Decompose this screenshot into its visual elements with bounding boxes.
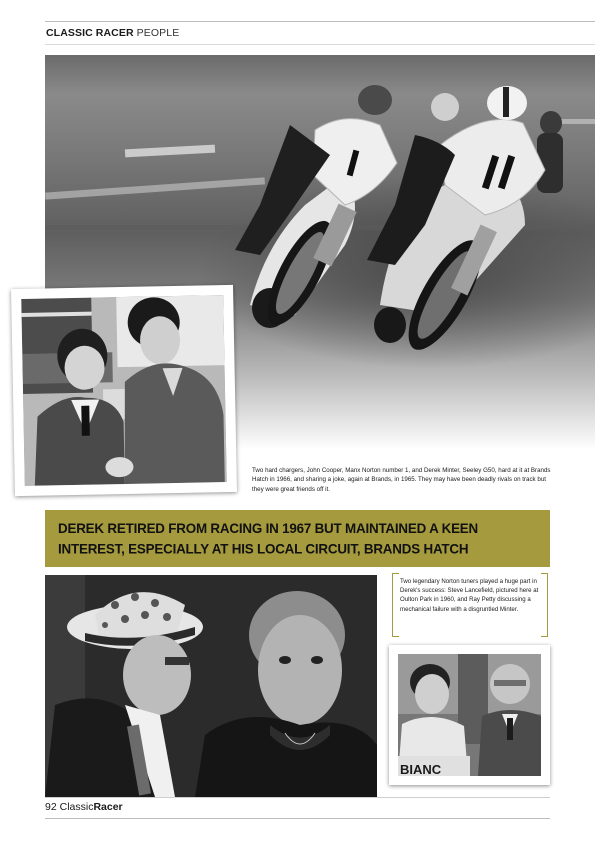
tuner-portrait-illustration bbox=[45, 575, 377, 797]
footer-rule-lower bbox=[45, 818, 550, 819]
bracket-right bbox=[541, 573, 548, 637]
magazine-name: CLASSIC RACER bbox=[46, 27, 134, 39]
header-rule-lower bbox=[45, 44, 595, 45]
tuner-photo bbox=[398, 654, 541, 776]
page-folio bbox=[45, 801, 123, 813]
tuner-photo-illustration bbox=[398, 654, 541, 776]
header-rule bbox=[45, 21, 595, 22]
jersey-text: BIANC bbox=[400, 762, 442, 776]
caption-race-photo: Two hard chargers, John Cooper, Manx Norton number 1, and Derek Minter, Seeley G50, hard at it at Brands Hatch in 1966, and sharing a joke, again at Brands, in 1965. They may have been deadly rivals on track but they were great friends off it. bbox=[252, 467, 551, 493]
section-label bbox=[46, 27, 179, 39]
footer-brand-classic: Classic bbox=[59, 801, 94, 813]
bracket-left bbox=[392, 573, 399, 637]
footer-rule bbox=[45, 797, 550, 798]
pit-photo-illustration bbox=[21, 295, 227, 486]
pull-quote: DEREK RETIRED FROM RACING IN 1967 BUT MAINTAINED A KEEN INTEREST, ESPECIALLY AT HIS LOCAL CIRCUIT, BRANDS HATCH bbox=[58, 520, 479, 557]
caption-tuners: Two legendary Norton tuners played a huge part in Derek's success: Steve Lancefield, pictured here at Oulton Park in 1960, and Ray Petty discussing a mechanical failure with a disgruntled Minter. bbox=[400, 578, 539, 613]
tuner-portrait-photo bbox=[45, 575, 377, 797]
bike-number-1: 1 bbox=[399, 173, 400, 174]
pit-photo bbox=[21, 295, 227, 486]
tuner-photo-frame bbox=[389, 645, 550, 785]
footer-brand-racer: Racer bbox=[93, 801, 123, 813]
page-number: 92 bbox=[45, 801, 57, 813]
pull-quote-banner bbox=[45, 510, 550, 567]
pit-photo-frame bbox=[11, 285, 237, 496]
caption-tuners-box bbox=[392, 573, 548, 635]
section-name: PEOPLE bbox=[136, 27, 180, 39]
